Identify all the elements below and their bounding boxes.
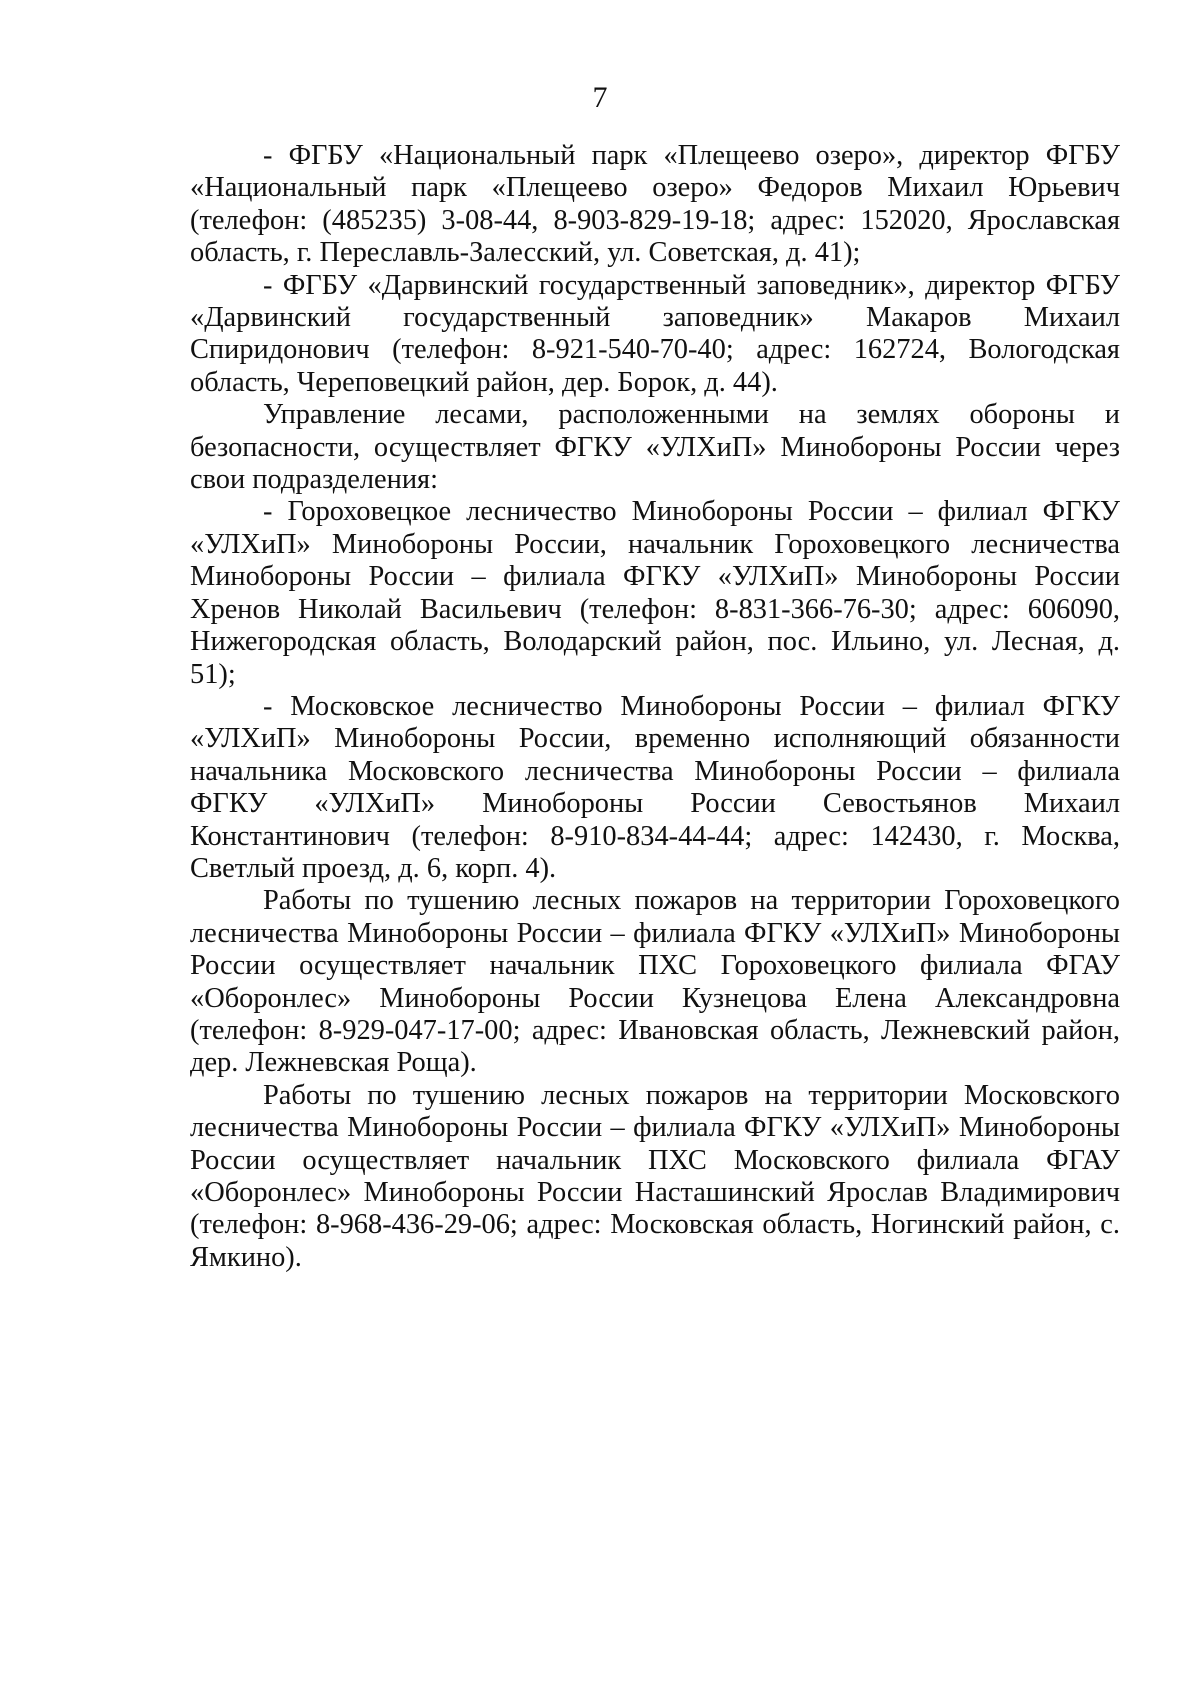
paragraph-darwin-reserve: - ФГБУ «Дарвинский государственный заповедник», директор ФГБУ «Дарвинский государственный заповедник» Макаров Михаил Спиридонович (телефон: 8-921-540-70-40; адрес: 162724, Вологодская область, Череповецкий район, дер. Борок, д. 44). xyxy=(190,269,1120,398)
paragraph-pleshcheevo-park: - ФГБУ «Национальный парк «Плещеево озеро», директор ФГБУ «Национальный парк «Плещеево озеро» Федоров Михаил Юрьевич (телефон: (485235) 3-08-44, 8-903-829-19-18; адрес: 152020, Ярославская область, г. Переславль-Залесский, ул. Советская, д. 41); xyxy=(190,140,1120,269)
paragraph-moscow-forestry: - Московское лесничество Минобороны России – филиал ФГКУ «УЛХиП» Минобороны России, временно исполняющий обязанности начальника Московского лесничества Минобороны России – филиала ФГКУ «УЛХиП» Минобороны России Севостьянов Михаил Константинович (телефон: 8-910-834-44-44; адрес: 142430, г. Москва, Светлый проезд, д. 6, корп. 4). xyxy=(190,690,1120,884)
document-body xyxy=(190,140,1120,1274)
paragraph-gorokhovets-firefighting: Работы по тушению лесных пожаров на территории Гороховецкого лесничества Минобороны России – филиала ФГКУ «УЛХиП» Минобороны России осуществляет начальник ПХС Гороховецкого филиала ФГАУ «Оборонлес» Минобороны России Кузнецова Елена Александровна (телефон: 8-929-047-17-00; адрес: Ивановская область, Лежневский район, дер. Лежневская Роща). xyxy=(190,885,1120,1079)
paragraph-defense-lands-management: Управление лесами, расположенными на землях обороны и безопасности, осуществляет ФГКУ «УЛХиП» Минобороны России через свои подразделения: xyxy=(190,399,1120,496)
paragraph-moscow-firefighting: Работы по тушению лесных пожаров на территории Московского лесничества Минобороны России – филиала ФГКУ «УЛХиП» Минобороны России осуществляет начальник ПХС Московского филиала ФГАУ «Оборонлес» Минобороны России Насташинский Ярослав Владимирович (телефон: 8-968-436-29-06; адрес: Московская область, Ногинский район, с. Ямкино). xyxy=(190,1079,1120,1273)
paragraph-gorokhovets-forestry: - Гороховецкое лесничество Минобороны России – филиал ФГКУ «УЛХиП» Минобороны России, начальник Гороховецкого лесничества Минобороны России – филиала ФГКУ «УЛХиП» Минобороны России Хренов Николай Васильевич (телефон: 8-831-366-76-30; адрес: 606090, Нижегородская область, Володарский район, пос. Ильино, ул. Лесная, д. 51); xyxy=(190,496,1120,690)
page-number: 7 xyxy=(592,81,608,114)
